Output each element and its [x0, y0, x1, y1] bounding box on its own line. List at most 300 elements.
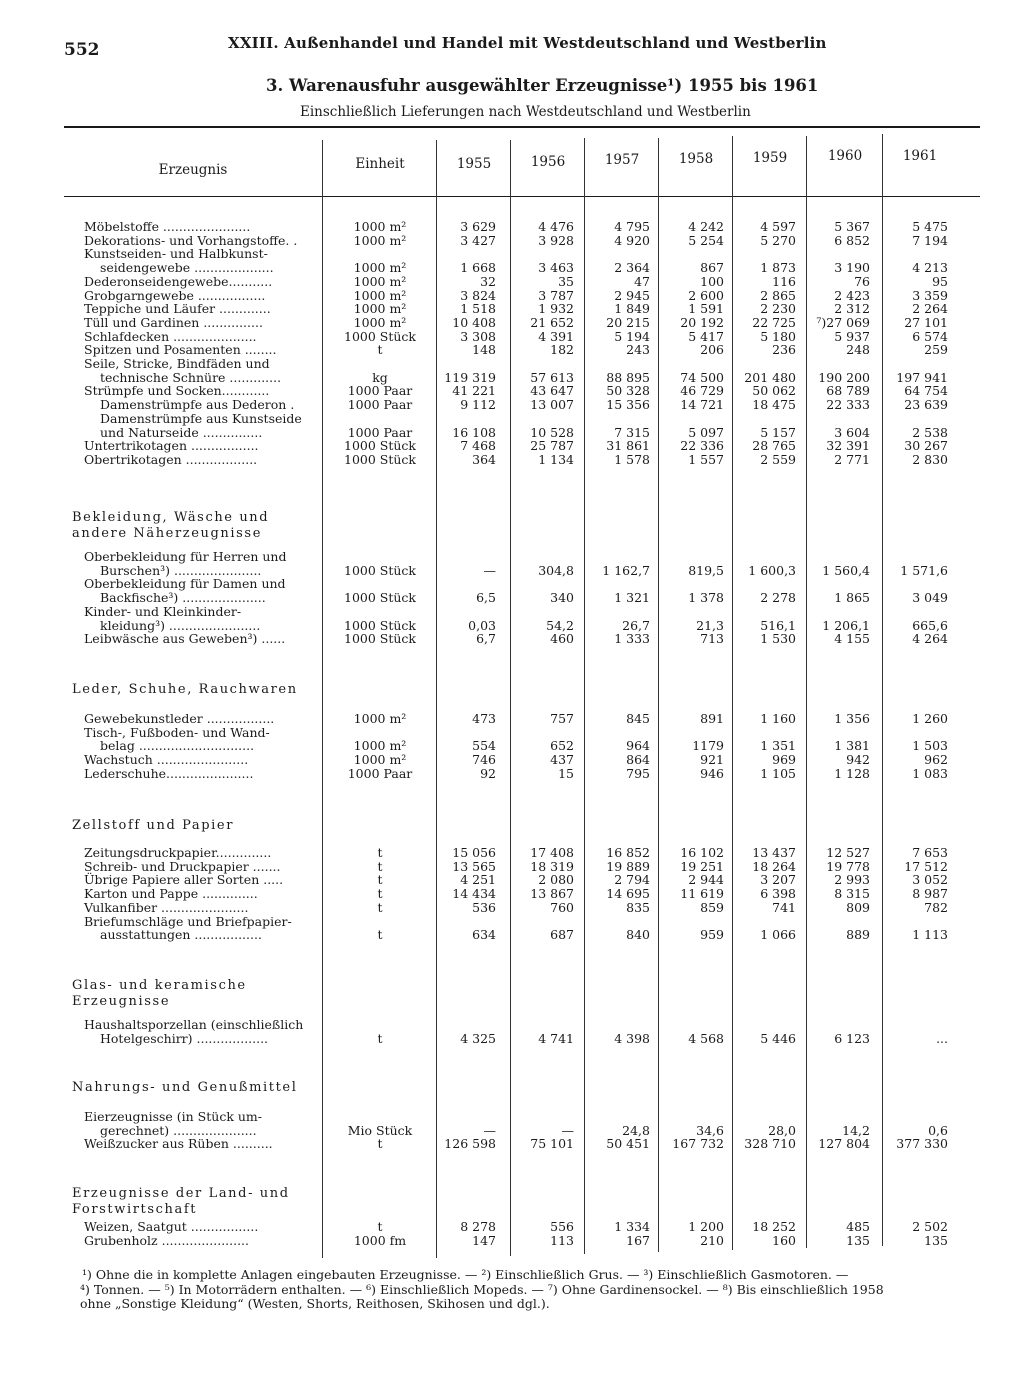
row-value: 921 — [700, 752, 724, 768]
table-subtitle: Einschließlich Lieferungen nach Westdeutschland und Westberlin — [300, 104, 751, 120]
row-value: 17 408 — [530, 845, 574, 860]
row-value: 5 270 — [760, 232, 796, 248]
row-value: 64 754 — [904, 383, 948, 399]
row-value: 1 591 — [688, 301, 724, 317]
row-unit: Mio Stück — [347, 1122, 413, 1138]
row-unit: 1000 Stück — [344, 451, 416, 467]
row-label: Strümpfe und Socken............ — [84, 383, 270, 399]
header-product: Erzeugnis — [158, 162, 228, 178]
row-value: 113 — [550, 1232, 574, 1248]
row-value: 4 398 — [614, 1030, 650, 1046]
row-value: 1 557 — [688, 451, 724, 467]
row-value: 201 480 — [744, 369, 796, 385]
row-value: 5 367 — [834, 219, 870, 234]
section-title: Bekleidung, Wäsche und andere Näherzeugnisse — [72, 510, 270, 541]
row-unit: 1000 m² — [353, 232, 407, 248]
row-value: 840 — [626, 927, 650, 943]
row-value: 4 568 — [688, 1030, 724, 1046]
row-value: 1 113 — [912, 927, 948, 943]
row-value: 8 987 — [912, 886, 948, 902]
row-value: 3 787 — [538, 287, 574, 303]
row-label: Seile, Stricke, Bindfäden und — [84, 356, 270, 371]
row-value: 6 852 — [834, 232, 870, 248]
header-year-1958: 1958 — [678, 151, 714, 167]
row-value: 1 518 — [460, 301, 496, 317]
row-value: 4 213 — [912, 260, 948, 276]
section-title: Zellstoff und Papier — [72, 818, 235, 833]
row-value: 3 629 — [460, 219, 496, 234]
row-value: 13 565 — [452, 858, 496, 874]
footnote-line: ohne „Sonstige Kleidung“ (Westen, Shorts, Reithosen, Skihosen und dgl.). — [80, 1296, 550, 1311]
row-value: 969 — [772, 752, 796, 768]
row-value: 1179 — [692, 738, 724, 754]
row-label: Möbelstoffe ...................... — [84, 219, 251, 234]
row-value: 1 105 — [760, 765, 796, 781]
table-row — [64, 357, 984, 371]
table-row — [64, 753, 984, 767]
row-value: 364 — [472, 451, 496, 467]
row-value: 22 336 — [680, 438, 724, 454]
row-value: 6,7 — [476, 631, 496, 647]
row-value: 634 — [472, 927, 496, 943]
row-value: 236 — [772, 342, 796, 358]
row-value: 14 695 — [606, 886, 650, 902]
row-value: 1 849 — [614, 301, 650, 317]
row-label: Tisch-, Fußboden- und Wand- — [84, 724, 270, 740]
row-value: 23 639 — [904, 397, 948, 413]
row-value: 206 — [700, 342, 724, 358]
table-row — [64, 550, 984, 564]
row-label: seidengewebe .................... — [100, 260, 274, 276]
row-label: Dederonseidengewebe........... — [84, 273, 273, 289]
row-value: 13 437 — [752, 845, 796, 860]
row-value: 8 278 — [460, 1219, 496, 1234]
row-value: 14 721 — [680, 397, 724, 413]
row-value: 2 278 — [760, 590, 796, 606]
row-label: Damenstrümpfe aus Dederon . — [100, 397, 295, 413]
row-value: 964 — [626, 738, 650, 754]
row-value: 28 765 — [752, 438, 796, 454]
row-value: 485 — [846, 1219, 870, 1234]
row-value: 1 321 — [614, 590, 650, 606]
row-value: 18 264 — [752, 858, 796, 874]
row-value: 3 928 — [538, 232, 574, 248]
row-value: 1 333 — [614, 631, 650, 647]
row-value: 4 242 — [688, 219, 724, 234]
row-value: 5 254 — [688, 232, 724, 248]
table-row — [64, 767, 984, 781]
row-value: 88 895 — [606, 369, 650, 385]
row-value: 17 512 — [904, 858, 948, 874]
row-value: 1 162,7 — [602, 562, 650, 578]
row-value: 30 267 — [904, 438, 948, 454]
row-value: 41 221 — [452, 383, 496, 399]
row-value: 74 500 — [680, 369, 724, 385]
section-title: Glas- und keramische Erzeugnisse — [72, 978, 247, 1009]
row-label: Schlafdecken ..................... — [84, 328, 257, 344]
table-row — [64, 398, 984, 412]
row-value: 760 — [550, 899, 574, 915]
row-value: 95 — [932, 273, 948, 289]
row-value: 127 804 — [818, 1136, 870, 1152]
header-year-1960: 1960 — [827, 148, 863, 164]
row-value: 5 157 — [760, 424, 796, 440]
row-value: 3 207 — [760, 872, 796, 888]
row-label: Wachstuch ....................... — [84, 752, 249, 768]
row-value: 28,0 — [768, 1122, 796, 1138]
row-unit: 1000 Paar — [347, 383, 413, 399]
row-value: 5 937 — [834, 328, 870, 344]
table-row — [64, 712, 984, 726]
row-label: Oberbekleidung für Damen und — [84, 576, 286, 592]
row-value: 15 056 — [452, 845, 496, 860]
row-value: 1 873 — [760, 260, 796, 276]
row-value: 15 356 — [606, 397, 650, 413]
row-label: Tüll und Gardinen ............... — [84, 314, 263, 330]
row-label: kleidung³) ....................... — [100, 617, 261, 633]
footnote-line: ⁴) Tonnen. — ⁵) In Motorrädern enthalten. — ⁶) Einschließlich Mopeds. — ⁷) Ohne Gardinensockel. — ⁸) Bis einschließlich 1958 — [80, 1281, 884, 1297]
row-value: 2 771 — [834, 451, 870, 467]
row-value: 16 102 — [680, 845, 724, 860]
row-value: 1 530 — [760, 631, 796, 647]
row-unit: 1000 fm — [353, 1232, 407, 1248]
row-unit: 1000 Paar — [347, 397, 413, 413]
row-unit: 1000 Stück — [344, 590, 416, 606]
row-value: 92 — [480, 765, 496, 781]
row-label: Vulkanfiber ...................... — [84, 899, 249, 915]
row-label: Haushaltsporzellan (einschließlich — [84, 1017, 304, 1032]
row-value: 859 — [700, 899, 724, 915]
row-value: 1 206,1 — [822, 617, 870, 633]
row-label: Übrige Papiere aller Sorten ..... — [84, 872, 284, 888]
row-value: 46 729 — [680, 383, 724, 399]
row-value: 15 — [558, 765, 574, 781]
header-unit: Einheit — [355, 156, 405, 172]
table-row — [64, 887, 984, 901]
row-value: 3 824 — [460, 287, 496, 303]
row-label: Gewebekunstleder ................. — [84, 711, 275, 726]
row-value: 1 356 — [834, 711, 870, 726]
row-value: 248 — [846, 342, 870, 358]
row-value: 32 — [480, 273, 496, 289]
row-value: 2 080 — [538, 872, 574, 888]
table-row — [64, 591, 984, 605]
row-unit: t — [377, 858, 383, 874]
row-value: 197 941 — [896, 369, 948, 385]
row-value: 18 319 — [530, 858, 574, 874]
row-label: belag ............................. — [100, 738, 255, 754]
row-unit: 1000 m² — [353, 260, 407, 276]
row-value: 1 503 — [912, 738, 948, 754]
row-value: 867 — [700, 260, 724, 276]
page-number: 552 — [64, 40, 100, 60]
row-value: 3 359 — [912, 287, 948, 303]
row-value: 554 — [472, 738, 496, 754]
row-value: 18 475 — [752, 397, 796, 413]
row-value: 4 597 — [760, 219, 796, 234]
row-label: Briefumschläge und Briefpapier- — [84, 913, 292, 929]
row-value: 32 391 — [826, 438, 870, 454]
row-value: 891 — [700, 711, 724, 726]
section-title: Leder, Schuhe, Rauchwaren — [72, 682, 298, 697]
row-value: 741 — [772, 899, 796, 915]
row-value: 76 — [854, 273, 870, 289]
row-value: 795 — [626, 765, 650, 781]
row-value: 5 180 — [760, 328, 796, 344]
row-unit: 1000 m² — [353, 301, 407, 317]
header-year-1961: 1961 — [902, 148, 938, 164]
row-value: 3 190 — [834, 260, 870, 276]
header-year-1956: 1956 — [530, 154, 566, 170]
row-label: Leibwäsche aus Geweben³) ...... — [84, 631, 286, 647]
row-value: 1 668 — [460, 260, 496, 276]
row-label: technische Schnüre ............. — [100, 369, 282, 385]
row-value: 2 230 — [760, 301, 796, 317]
row-unit: 1000 Stück — [344, 438, 416, 454]
row-unit: 1000 Stück — [344, 328, 416, 344]
row-value: 3 463 — [538, 260, 574, 276]
section-title: Nahrungs- und Genußmittel — [72, 1080, 298, 1095]
row-value: 6 123 — [834, 1030, 870, 1046]
row-label: Weizen, Saatgut ................. — [84, 1219, 259, 1234]
row-value: 16 852 — [606, 845, 650, 860]
row-value: 2 264 — [912, 301, 948, 317]
row-value: 536 — [472, 899, 496, 915]
row-value: 43 647 — [530, 383, 574, 399]
row-label: Kinder- und Kleinkinder- — [84, 603, 242, 619]
row-unit: 1000 Paar — [347, 765, 413, 781]
row-value: 1 083 — [912, 765, 948, 781]
row-value: 26,7 — [622, 617, 650, 633]
row-label: Grubenholz ...................... — [84, 1232, 250, 1248]
table-row — [64, 316, 984, 330]
row-value: 959 — [700, 927, 724, 943]
row-value: 12 527 — [826, 845, 870, 860]
table-row — [64, 1110, 984, 1124]
row-value: 3 308 — [460, 328, 496, 344]
row-value: 1 160 — [760, 711, 796, 726]
row-label: Oberbekleidung für Herren und — [84, 549, 287, 564]
row-value: 4 391 — [538, 328, 574, 344]
row-label: Schreib- und Druckpapier ....... — [84, 858, 281, 874]
row-value: 34,6 — [696, 1122, 724, 1138]
row-value: 1 571,6 — [900, 562, 948, 578]
row-value: 135 — [924, 1232, 948, 1248]
row-label: Karton und Pappe .............. — [84, 886, 258, 902]
row-value: 1 134 — [538, 451, 574, 467]
row-value: 2 312 — [834, 301, 870, 317]
row-value: 7 194 — [912, 232, 948, 248]
row-value: 845 — [626, 711, 650, 726]
row-value: 2 865 — [760, 287, 796, 303]
row-unit: 1000 Stück — [344, 617, 416, 633]
row-value: 1 351 — [760, 738, 796, 754]
table-row — [64, 1018, 984, 1032]
row-value: 304,8 — [538, 562, 574, 578]
footnote-line: ¹) Ohne die in komplette Anlagen eingebauten Erzeugnisse. — ²) Einschließlich Grus. — ³) Einschließlich Gasmotoren. — — [82, 1267, 849, 1282]
row-unit: t — [377, 886, 383, 902]
row-value: 746 — [472, 752, 496, 768]
row-value: 5 475 — [912, 219, 948, 234]
row-value: 75 101 — [530, 1136, 574, 1152]
row-value: 14,2 — [842, 1122, 870, 1138]
row-value: 31 861 — [606, 438, 650, 454]
row-unit: t — [377, 899, 383, 915]
row-value: 946 — [700, 765, 724, 781]
row-value: 665,6 — [912, 617, 948, 633]
row-label: Spitzen und Posamenten ........ — [84, 342, 277, 358]
header-year-1959: 1959 — [752, 150, 788, 166]
row-label: Teppiche und Läufer ............. — [84, 301, 271, 317]
row-value: 50 451 — [606, 1136, 650, 1152]
row-value: 24,8 — [622, 1122, 650, 1138]
footnotes — [82, 1268, 982, 1312]
row-value: 819,5 — [688, 562, 724, 578]
row-value: 135 — [846, 1232, 870, 1248]
row-unit: t — [377, 927, 383, 943]
row-value: ... — [936, 1030, 948, 1046]
row-value: 2 559 — [760, 451, 796, 467]
row-value: 21 652 — [530, 314, 574, 330]
row-value: 7 468 — [460, 438, 496, 454]
row-value: 19 778 — [826, 858, 870, 874]
header-year-1957: 1957 — [604, 152, 640, 168]
row-label: Hotelgeschirr) .................. — [100, 1030, 269, 1046]
row-value: 14 434 — [452, 886, 496, 902]
row-value: 27 101 — [904, 314, 948, 330]
table-row — [64, 605, 984, 619]
row-value: — — [483, 1122, 496, 1138]
row-label: Grobgarngewebe ................. — [84, 287, 266, 303]
row-value: 460 — [550, 631, 574, 647]
row-value: 2 794 — [614, 872, 650, 888]
table-row — [64, 275, 984, 289]
row-unit: 1000 m² — [353, 752, 407, 768]
row-value: 4 476 — [538, 219, 574, 234]
row-value: 126 598 — [444, 1136, 496, 1152]
row-value: 2 364 — [614, 260, 650, 276]
row-value: 190 200 — [818, 369, 870, 385]
row-value: 4 795 — [614, 219, 650, 234]
row-value: 6,5 — [476, 590, 496, 606]
row-label: und Naturseide ............... — [100, 424, 263, 440]
row-value: 21,3 — [696, 617, 724, 633]
table-row — [64, 901, 984, 915]
row-label: Weißzucker aus Rüben .......... — [84, 1136, 273, 1152]
row-value: 148 — [472, 342, 496, 358]
row-value: 10 528 — [530, 424, 574, 440]
row-value: 167 732 — [672, 1136, 724, 1152]
row-value: 556 — [550, 1219, 574, 1234]
row-unit: t — [377, 1030, 383, 1046]
row-value: 835 — [626, 899, 650, 915]
row-value: 16 108 — [452, 424, 496, 440]
row-value: 377 330 — [896, 1136, 948, 1152]
table-row — [64, 1032, 984, 1046]
row-value: 7 315 — [614, 424, 650, 440]
row-unit: t — [377, 1136, 383, 1152]
row-unit: 1000 Paar — [347, 424, 413, 440]
row-unit: t — [377, 342, 383, 358]
row-value: 147 — [472, 1232, 496, 1248]
row-label: gerechnet) ..................... — [100, 1122, 257, 1138]
row-value: 1 128 — [834, 765, 870, 781]
row-value: 68 789 — [826, 383, 870, 399]
row-value: 942 — [846, 752, 870, 768]
row-value: 54,2 — [546, 617, 574, 633]
row-label: Lederschuhe...................... — [84, 765, 254, 781]
row-value: 2 538 — [912, 424, 948, 440]
row-value: 713 — [700, 631, 724, 647]
header-year-1955: 1955 — [456, 156, 492, 172]
row-value: 437 — [550, 752, 574, 768]
row-value: 160 — [772, 1232, 796, 1248]
row-value: 47 — [634, 273, 650, 289]
table-row — [64, 453, 984, 467]
row-unit: 1000 m² — [353, 711, 407, 726]
row-value: 1 578 — [614, 451, 650, 467]
row-value: 243 — [626, 342, 650, 358]
row-value: 4 920 — [614, 232, 650, 248]
table-row — [64, 632, 984, 646]
row-value: 2 600 — [688, 287, 724, 303]
row-value: ⁷)27 069 — [816, 314, 870, 330]
row-value: 20 215 — [606, 314, 650, 330]
row-label: Kunstseiden- und Halbkunst- — [84, 246, 268, 262]
row-value: 2 944 — [688, 872, 724, 888]
row-unit: 1000 m² — [353, 287, 407, 303]
row-value: 782 — [924, 899, 948, 915]
row-value: 5 417 — [688, 328, 724, 344]
row-value: 328 710 — [744, 1136, 796, 1152]
row-value: 57 613 — [530, 369, 574, 385]
row-value: 0,6 — [928, 1122, 948, 1138]
table-row — [64, 1234, 984, 1248]
table-row — [64, 1220, 984, 1234]
row-value: 1 865 — [834, 590, 870, 606]
row-unit: kg — [372, 369, 388, 385]
row-value: 2 993 — [834, 872, 870, 888]
row-value: 6 574 — [912, 328, 948, 344]
top-rule — [64, 126, 980, 128]
row-value: 18 252 — [752, 1219, 796, 1234]
row-value: 516,1 — [760, 617, 796, 633]
row-unit: 1000 m² — [353, 219, 407, 234]
row-value: 119 319 — [444, 369, 496, 385]
row-value: 1 066 — [760, 927, 796, 943]
row-value: 4 155 — [834, 631, 870, 647]
row-value: 8 315 — [834, 886, 870, 902]
row-value: 7 653 — [912, 845, 948, 860]
row-value: 167 — [626, 1232, 650, 1248]
row-value: 4 264 — [912, 631, 948, 647]
row-value: 20 192 — [680, 314, 724, 330]
row-value: 1 200 — [688, 1219, 724, 1234]
row-value: 25 787 — [530, 438, 574, 454]
row-value: 687 — [550, 927, 574, 943]
row-value: 809 — [846, 899, 870, 915]
row-label: ausstattungen ................. — [100, 927, 262, 943]
row-value: 1 260 — [912, 711, 948, 726]
row-value: 13 007 — [530, 397, 574, 413]
row-unit: t — [377, 1219, 383, 1234]
row-label: Damenstrümpfe aus Kunstseide — [100, 410, 302, 426]
row-unit: 1000 Stück — [344, 562, 416, 578]
row-value: 3 049 — [912, 590, 948, 606]
row-unit: 1000 m² — [353, 314, 407, 330]
row-label: Backfische³) ..................... — [100, 590, 266, 606]
row-label: Eierzeugnisse (in Stück um- — [84, 1109, 262, 1124]
